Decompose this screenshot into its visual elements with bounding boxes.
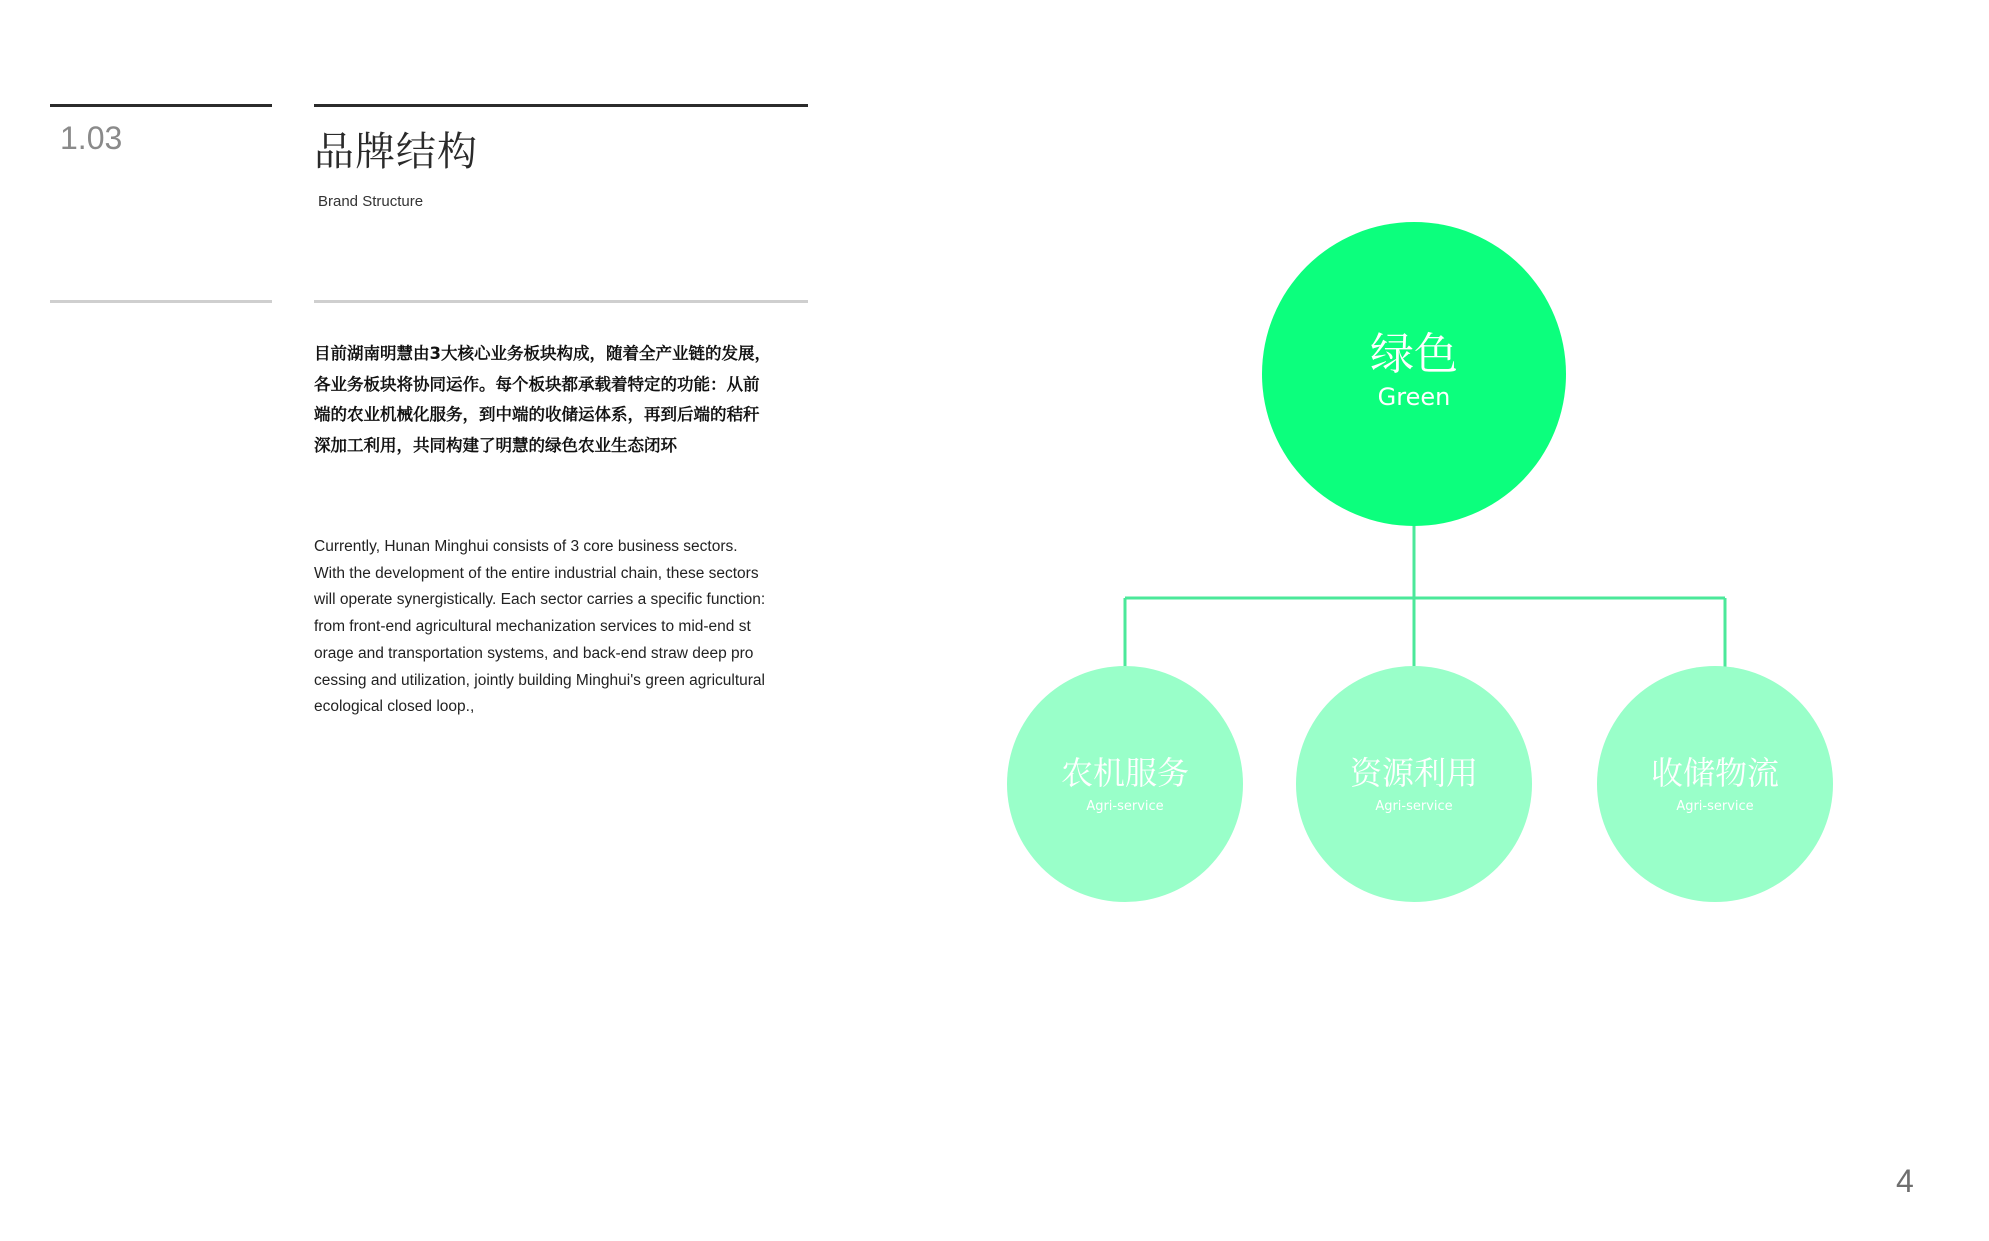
child-label-en: Agri-service (1375, 799, 1453, 814)
child-node-agri-machinery (1007, 666, 1243, 902)
root-label-en: Green (1377, 383, 1451, 411)
root-label-cn: 绿色 (1370, 329, 1458, 380)
section-number: 1.03 (60, 120, 123, 156)
page-title: 品牌结构 (314, 129, 478, 175)
root-node (1262, 222, 1566, 526)
description-chinese: 目前湖南明慧由3大核心业务板块构成，随着全产业链的发展， 各业务板块将协同运作。每个板块都承载着特定的功能：从前 端的农业机械化服务，到中端的收储运体系，再到后端的秸秆 深加工利用，共同构建了明慧的绿色农业生态闭环 (314, 344, 771, 455)
description-english: Currently, Hunan Minghui consists of 3 core business sectors. With the development of the entire industrial chain, these sectors will operate synergistically. Each sector carries a specific function: from front-end agricultural mechanization services to mid-end st orage and transportation systems, and back-end straw deep pro cessing and utilization, jointly building Minghui's green agricultural ecological closed loop., (314, 538, 766, 716)
child-label-en: Agri-service (1086, 799, 1164, 814)
child-node-resource-utilization (1296, 666, 1532, 902)
page-subtitle: Brand Structure (318, 193, 424, 210)
page-number: 4 (1896, 1163, 1914, 1199)
child-label-en: Agri-service (1676, 799, 1754, 814)
child-label-cn: 收储物流 (1650, 754, 1780, 792)
child-label-cn: 资源利用 (1349, 754, 1479, 792)
child-label-cn: 农机服务 (1060, 754, 1190, 792)
connector-lines (1125, 525, 1725, 668)
child-node-storage-logistics (1597, 666, 1833, 902)
